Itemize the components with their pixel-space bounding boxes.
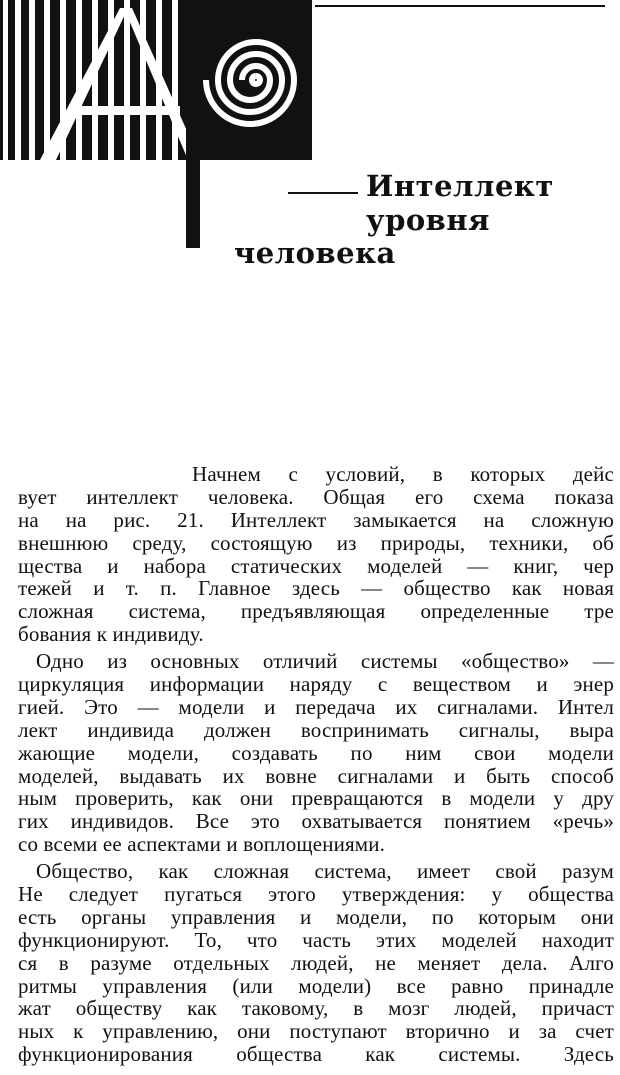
text-line: жающие модели, создавать по ним свои модели — [18, 740, 614, 765]
text-line: тежей и т. п. Главное здесь — общество как новая — [18, 576, 614, 601]
text-line: ритмы управления (или модели) все равно принадле — [18, 973, 614, 998]
vertical-stem — [186, 0, 200, 248]
text-line: ся в разуме отдельных людей, не меняет дела. Алго — [18, 950, 614, 975]
text-line: ным проверить, как они превращаются в модели у дру — [18, 786, 614, 811]
text-line: есть органы управления и модели, по которым они — [18, 904, 614, 929]
text-line: вует интеллект человека. Общая его схема показа — [18, 484, 614, 509]
text-line: на на рис. 21. Интеллект замыкается на сложную — [18, 507, 614, 532]
text-line: внешнюю среду, состоящую из природы, техники, об — [18, 530, 614, 555]
title-rule — [288, 192, 358, 194]
text-line: Общество, как сложная система, имеет свой разум — [36, 859, 614, 884]
text-line: функционируют. То, что часть этих моделей находит — [18, 927, 614, 952]
text-line: лект индивида должен воспринимать сигналы, выра — [18, 717, 614, 742]
text-line: функционирования общества как системы. Здесь — [18, 1042, 614, 1067]
text-line: Начнем с условий, в которых дейс — [192, 462, 614, 486]
text-line: гией. Это — модели и передача их сигналами. Интел — [18, 694, 614, 719]
text-line: щества и набора статических моделей — книг, чер — [18, 553, 614, 578]
text-line: моделей, выдавать их вовне сигналами и быть способ — [18, 763, 614, 788]
top-rule — [315, 5, 605, 7]
text-line: Одно из основных отличий системы «общество» — — [36, 649, 614, 674]
text-line: жат обществу как таковому, в мозг людей, причаст — [18, 996, 614, 1021]
chapter-title-line-1: Интеллект — [366, 169, 554, 203]
spiral-icon — [200, 0, 312, 160]
text-line: гих индивидов. Все это охватывается понятием «речь» — [18, 809, 614, 834]
text-line: Не следует пугаться этого утверждения: у общества — [18, 882, 614, 907]
paragraph — [18, 860, 614, 1066]
paragraph — [18, 463, 614, 646]
text-line: ных к управлению, они поступают вторично и за счет — [18, 1019, 614, 1044]
text-line: со всеми ее аспектами и воплощениями. — [18, 832, 386, 857]
chapter-title-line-2: уровня — [366, 203, 490, 237]
text-line: циркуляция информации наряду с веществом и энер — [18, 672, 614, 697]
paragraph — [18, 650, 614, 856]
text-line: сложная система, предъявляющая определенные тре — [18, 599, 614, 624]
chapter-title-line-3: человека — [234, 236, 396, 270]
chapter-ornament — [0, 0, 620, 270]
text-line: бования к индивиду. — [18, 622, 204, 647]
body-text — [18, 463, 614, 1066]
